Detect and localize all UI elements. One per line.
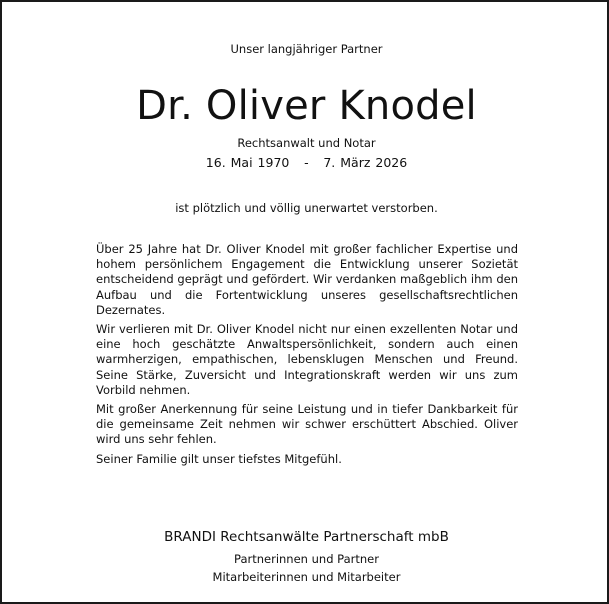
tribute-paragraph: Über 25 Jahre hat Dr. Oliver Knodel mit großer fachlicher Expertise und hohem persönlichem Engagement die Entwicklung unserer Sozietät entscheidend geprägt und gefördert. Wir verdanken maßgeblich ihm den Aufbau und die Fortentwicklung unseres gesellschaftsrechtlichen Dezernates. bbox=[96, 242, 518, 317]
signatory-partners: Partnerinnen und Partner bbox=[234, 552, 379, 566]
death-date: 7. März 2026 bbox=[323, 155, 408, 170]
signatory-staff: Mitarbeiterinnen und Mitarbeiter bbox=[212, 570, 401, 584]
tribute-paragraph: Mit großer Anerkennung für seine Leistung und in tiefer Dankbarkeit für die gemeinsame Zeit nehmen wir schwer erschüttert Abschied. Oliver wird uns sehr fehlen. bbox=[96, 402, 518, 447]
deceased-name: Dr. Oliver Knodel bbox=[136, 83, 477, 129]
date-separator: - bbox=[304, 155, 309, 170]
tribute-paragraph: Wir verlieren mit Dr. Oliver Knodel nicht nur einen exzellenten Notar und eine hoch geschätzte Anwaltspersönlichkeit, sondern auch einen warmherzigen, empathischen, lebensklugen Menschen und Freund. Seine Stärke, Zuversicht und Integrationskraft werden wir uns zum Vorbild nehmen. bbox=[96, 322, 518, 397]
birth-date: 16. Mai 1970 bbox=[205, 155, 290, 170]
intro-line: Unser langjähriger Partner bbox=[230, 42, 383, 56]
profession-line: Rechtsanwalt und Notar bbox=[237, 136, 376, 150]
condolence-paragraph: Seiner Familie gilt unser tiefstes Mitgefühl. bbox=[96, 451, 342, 466]
announcement-line: ist plötzlich und völlig unerwartet verstorben. bbox=[175, 201, 438, 215]
life-dates bbox=[2, 155, 609, 170]
firm-name: BRANDI Rechtsanwälte Partnerschaft mbB bbox=[164, 529, 449, 545]
tribute-text bbox=[96, 242, 518, 471]
